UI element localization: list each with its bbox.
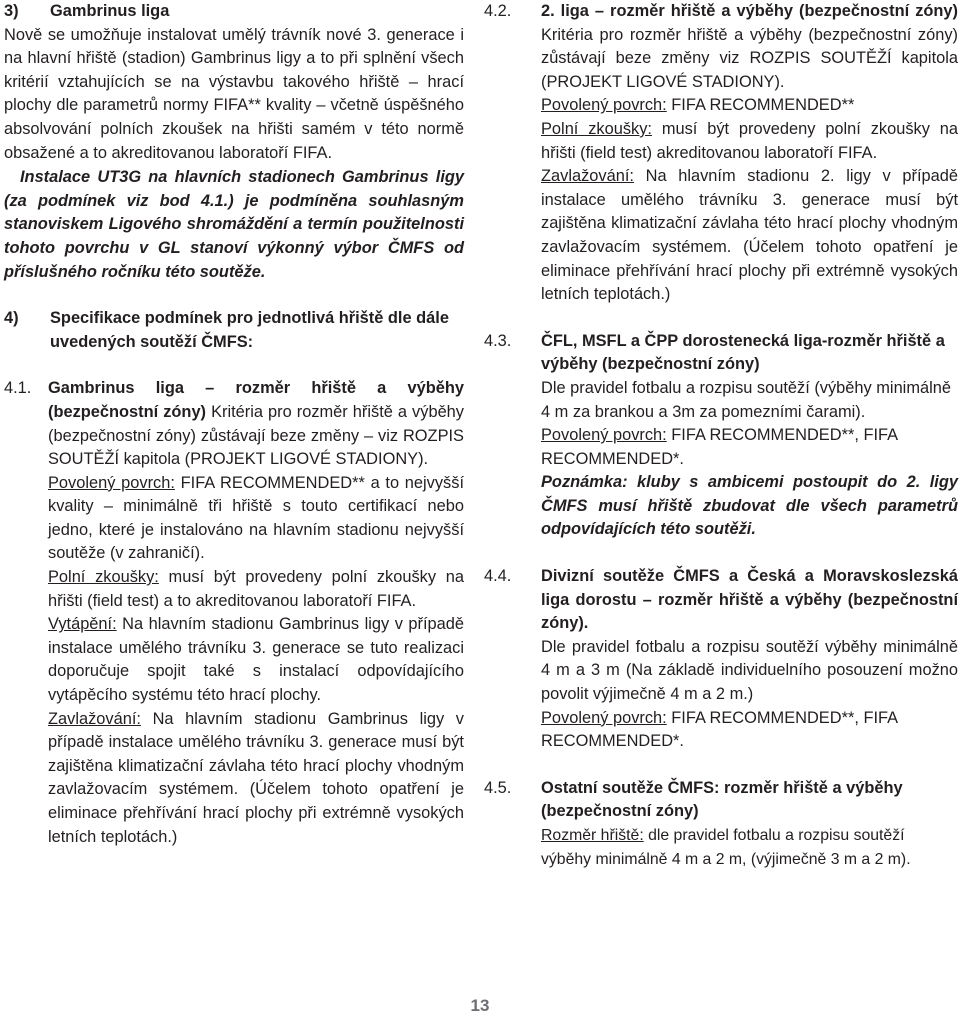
item-4-1-zavlazovani-text: Na hlavním stadionu Gambrinus ligy v případě instalace umělého trávníku 3. generace musí být zajištěna klimatizační závlaha této hrací plochy vhodným zavlažovacím systémem. (Účelem tohoto opatření je eliminace přehřívání hrací plochy při extrémně vysokých letních teplotách.): [48, 709, 464, 846]
item-4-4: [484, 565, 958, 754]
item-4-4-number: 4.4.: [484, 567, 512, 586]
item-4-1-intro-paragraph: [48, 377, 464, 471]
item-4-1-povrch: [48, 472, 464, 566]
item-4-4-title: Divizní soutěže ČMFS a Česká a Moravskoslezská liga dorostu – rozměr hřiště a výběhy (bezpečnostní zóny).: [541, 567, 958, 633]
item-4-3-povrch-text: FIFA RECOMMENDED**, FIFA RECOMMENDED*.: [541, 426, 898, 468]
right-column: [484, 0, 958, 871]
item-4-2-povrch: [541, 94, 958, 118]
item-4-5-body: [541, 777, 958, 871]
left-column: [4, 0, 464, 849]
item-4-2-zavlazovani: [541, 165, 958, 307]
item-4-2-number: 4.2.: [484, 2, 512, 20]
item-4-1-zavlazovani-label: Zavlažování:: [48, 709, 141, 728]
item-4-4-povrch: [541, 707, 958, 754]
item-4-2-zkousky-label: Polní zkoušky:: [541, 119, 652, 138]
section-3-heading: [4, 0, 464, 24]
section-4-number: 4): [4, 309, 19, 328]
item-4-3-text: Dle pravidel fotbalu a rozpisu soutěží (výběhy minimálně 4 m za brankou a 3m za pomezními čarami).: [541, 378, 951, 421]
item-4-2-intro: Kritéria pro rozměr hřiště a výběhy (bezpečnostní zóny) zůstávají beze změny viz ROZPIS SOUTĚŽÍ kapitola (PROJEKT LIGOVÉ STADIONY).: [541, 25, 958, 91]
item-4-2-zkousky-text: musí být provedeny polní zkoušky na hřišti (field test) akreditovanou laboratoří FIFA.: [541, 119, 958, 162]
item-4-1: [4, 377, 464, 849]
item-4-3: [484, 330, 958, 542]
section-3-number: 3): [4, 2, 19, 20]
item-4-1-zkousky: [48, 566, 464, 613]
item-4-4-text: Dle pravidel fotbalu a rozpisu soutěží výběhy minimálně 4 m a 3 m (Na základě individuelního posouzení možno povolit výjimečně 4 m a 2 m.): [541, 637, 958, 704]
item-4-3-povrch: [541, 424, 958, 471]
item-4-2-povrch-text: FIFA RECOMMENDED**: [666, 96, 855, 115]
item-4-2-zavlazovani-text: Na hlavním stadionu 2. ligy v případě instalace umělého trávníku 3. generace musí být zajištěna klimatizační závlaha této hrací plochy vhodným zavlažovacím systémem. (Účelem tohoto opatření je eliminace přehřívání hrací plochy při extrémně vysokých letních teplotách.): [541, 167, 958, 304]
item-4-5-rozmer-label: Rozměr hřiště:: [541, 827, 644, 844]
item-4-2-zavlazovani-label: Zavlažování:: [541, 167, 634, 186]
section-3-note: Instalace UT3G na hlavních stadionech Gambrinus ligy (za podmínek viz bod 4.1.) je podmíněna souhlasným stanoviskem Ligového shromáždění a termín použitelnosti tohoto povrchu v GL stanoví výkonný výbor ČMFS od příslušného ročníku této soutěže.: [4, 168, 464, 281]
section-4-title: Specifikace podmínek pro jednotlivá hřiště dle dále uvedených soutěží ČMFS:: [50, 309, 449, 351]
item-4-1-title: Gambrinus liga – rozměr hřiště a výběhy (bezpečnostní zóny): [48, 379, 464, 421]
item-4-4-povrch-text: FIFA RECOMMENDED**, FIFA RECOMMENDED*.: [541, 708, 898, 751]
section-3-title: Gambrinus liga: [50, 2, 170, 20]
item-4-4-povrch-label: Povolený povrch:: [541, 708, 667, 727]
item-4-5-rozmer: [541, 824, 958, 871]
item-4-2-povrch-label: Povolený povrch:: [541, 96, 667, 115]
item-4-2-title: 2. liga – rozměr hřiště a výběhy (bezpečnostní zóny): [541, 2, 958, 20]
item-4-1-intro: Kritéria pro rozměr hřiště a výběhy (bezpečnostní zóny) zůstávají beze změny – viz ROZPIS SOUTĚŽÍ kapitola (PROJEKT LIGOVÉ STADIONY).: [48, 402, 464, 469]
item-4-1-zavlazovani: [48, 708, 464, 850]
item-4-1-number: 4.1.: [4, 379, 32, 398]
item-4-3-title: ČFL, MSFL a ČPP dorostenecká liga-rozměr hřiště a výběhy (bezpečnostní zóny): [541, 331, 945, 374]
item-4-4-body: [541, 565, 958, 754]
item-4-1-vytapeni: [48, 613, 464, 707]
item-4-1-povrch-label: Povolený povrch:: [48, 473, 175, 492]
item-4-3-body: [541, 330, 958, 542]
item-4-3-povrch-label: Povolený povrch:: [541, 426, 667, 445]
item-4-2-body: [541, 0, 958, 307]
item-4-3-note: Poznámka: kluby s ambicemi postoupit do 2. ligy ČMFS musí hřiště zbudovat dle všech parametrů odpovídajících této soutěži.: [541, 473, 958, 539]
item-4-5-rozmer-text: dle pravidel fotbalu a rozpisu soutěží výběhy minimálně 4 m a 2 m, (výjimečně 3 m a 2 m).: [541, 827, 911, 868]
item-4-1-vytapeni-text: Na hlavním stadionu Gambrinus ligy v případě instalace umělého trávníku 3. generace se tuto realizaci doporučuje spojit také s instalací odpovídajícího vytápěcího systému této hrací plochy.: [48, 615, 464, 705]
item-4-1-povrch-text: FIFA RECOMMENDED** a to nejvyšší kvality – minimálně tři hřiště s touto certifikací nebo jedno, které je instalováno na hlavním stadionu nejvyšší soutěže (v zahraničí).: [48, 473, 464, 563]
page-number: 13: [470, 996, 490, 1015]
item-4-3-number: 4.3.: [484, 331, 512, 350]
item-4-5-title: Ostatní soutěže ČMFS: rozměr hřiště a výběhy (bezpečnostní zóny): [541, 778, 903, 821]
item-4-1-vytapeni-label: Vytápění:: [48, 615, 117, 634]
item-4-1-zkousky-text: musí být provedeny polní zkoušky na hřišti (field test) a to akreditovanou laboratoří FIFA.: [48, 568, 464, 610]
section-4-heading: [4, 307, 464, 354]
item-4-2: [484, 0, 958, 307]
section-3-text: Nově se umožňuje instalovat umělý trávník nové 3. generace i na hlavní hřiště (stadion) Gambrinus ligy a to při splnění všech kritérií vztahujících se na výstavbu takového hřiště – hrací plochy dle parametrů normy FIFA** kvality – včetně úspěšného absolvování polních zkoušek na hřišti samém v této normě obsažené a to akreditovanou laboratoří FIFA.: [4, 25, 464, 162]
item-4-1-body: [48, 377, 464, 849]
item-4-2-zkousky: [541, 118, 958, 165]
item-4-5: [484, 777, 958, 871]
item-4-2-intro-paragraph: [541, 0, 958, 94]
item-4-1-zkousky-label: Polní zkoušky:: [48, 568, 159, 587]
item-4-5-number: 4.5.: [484, 778, 512, 797]
